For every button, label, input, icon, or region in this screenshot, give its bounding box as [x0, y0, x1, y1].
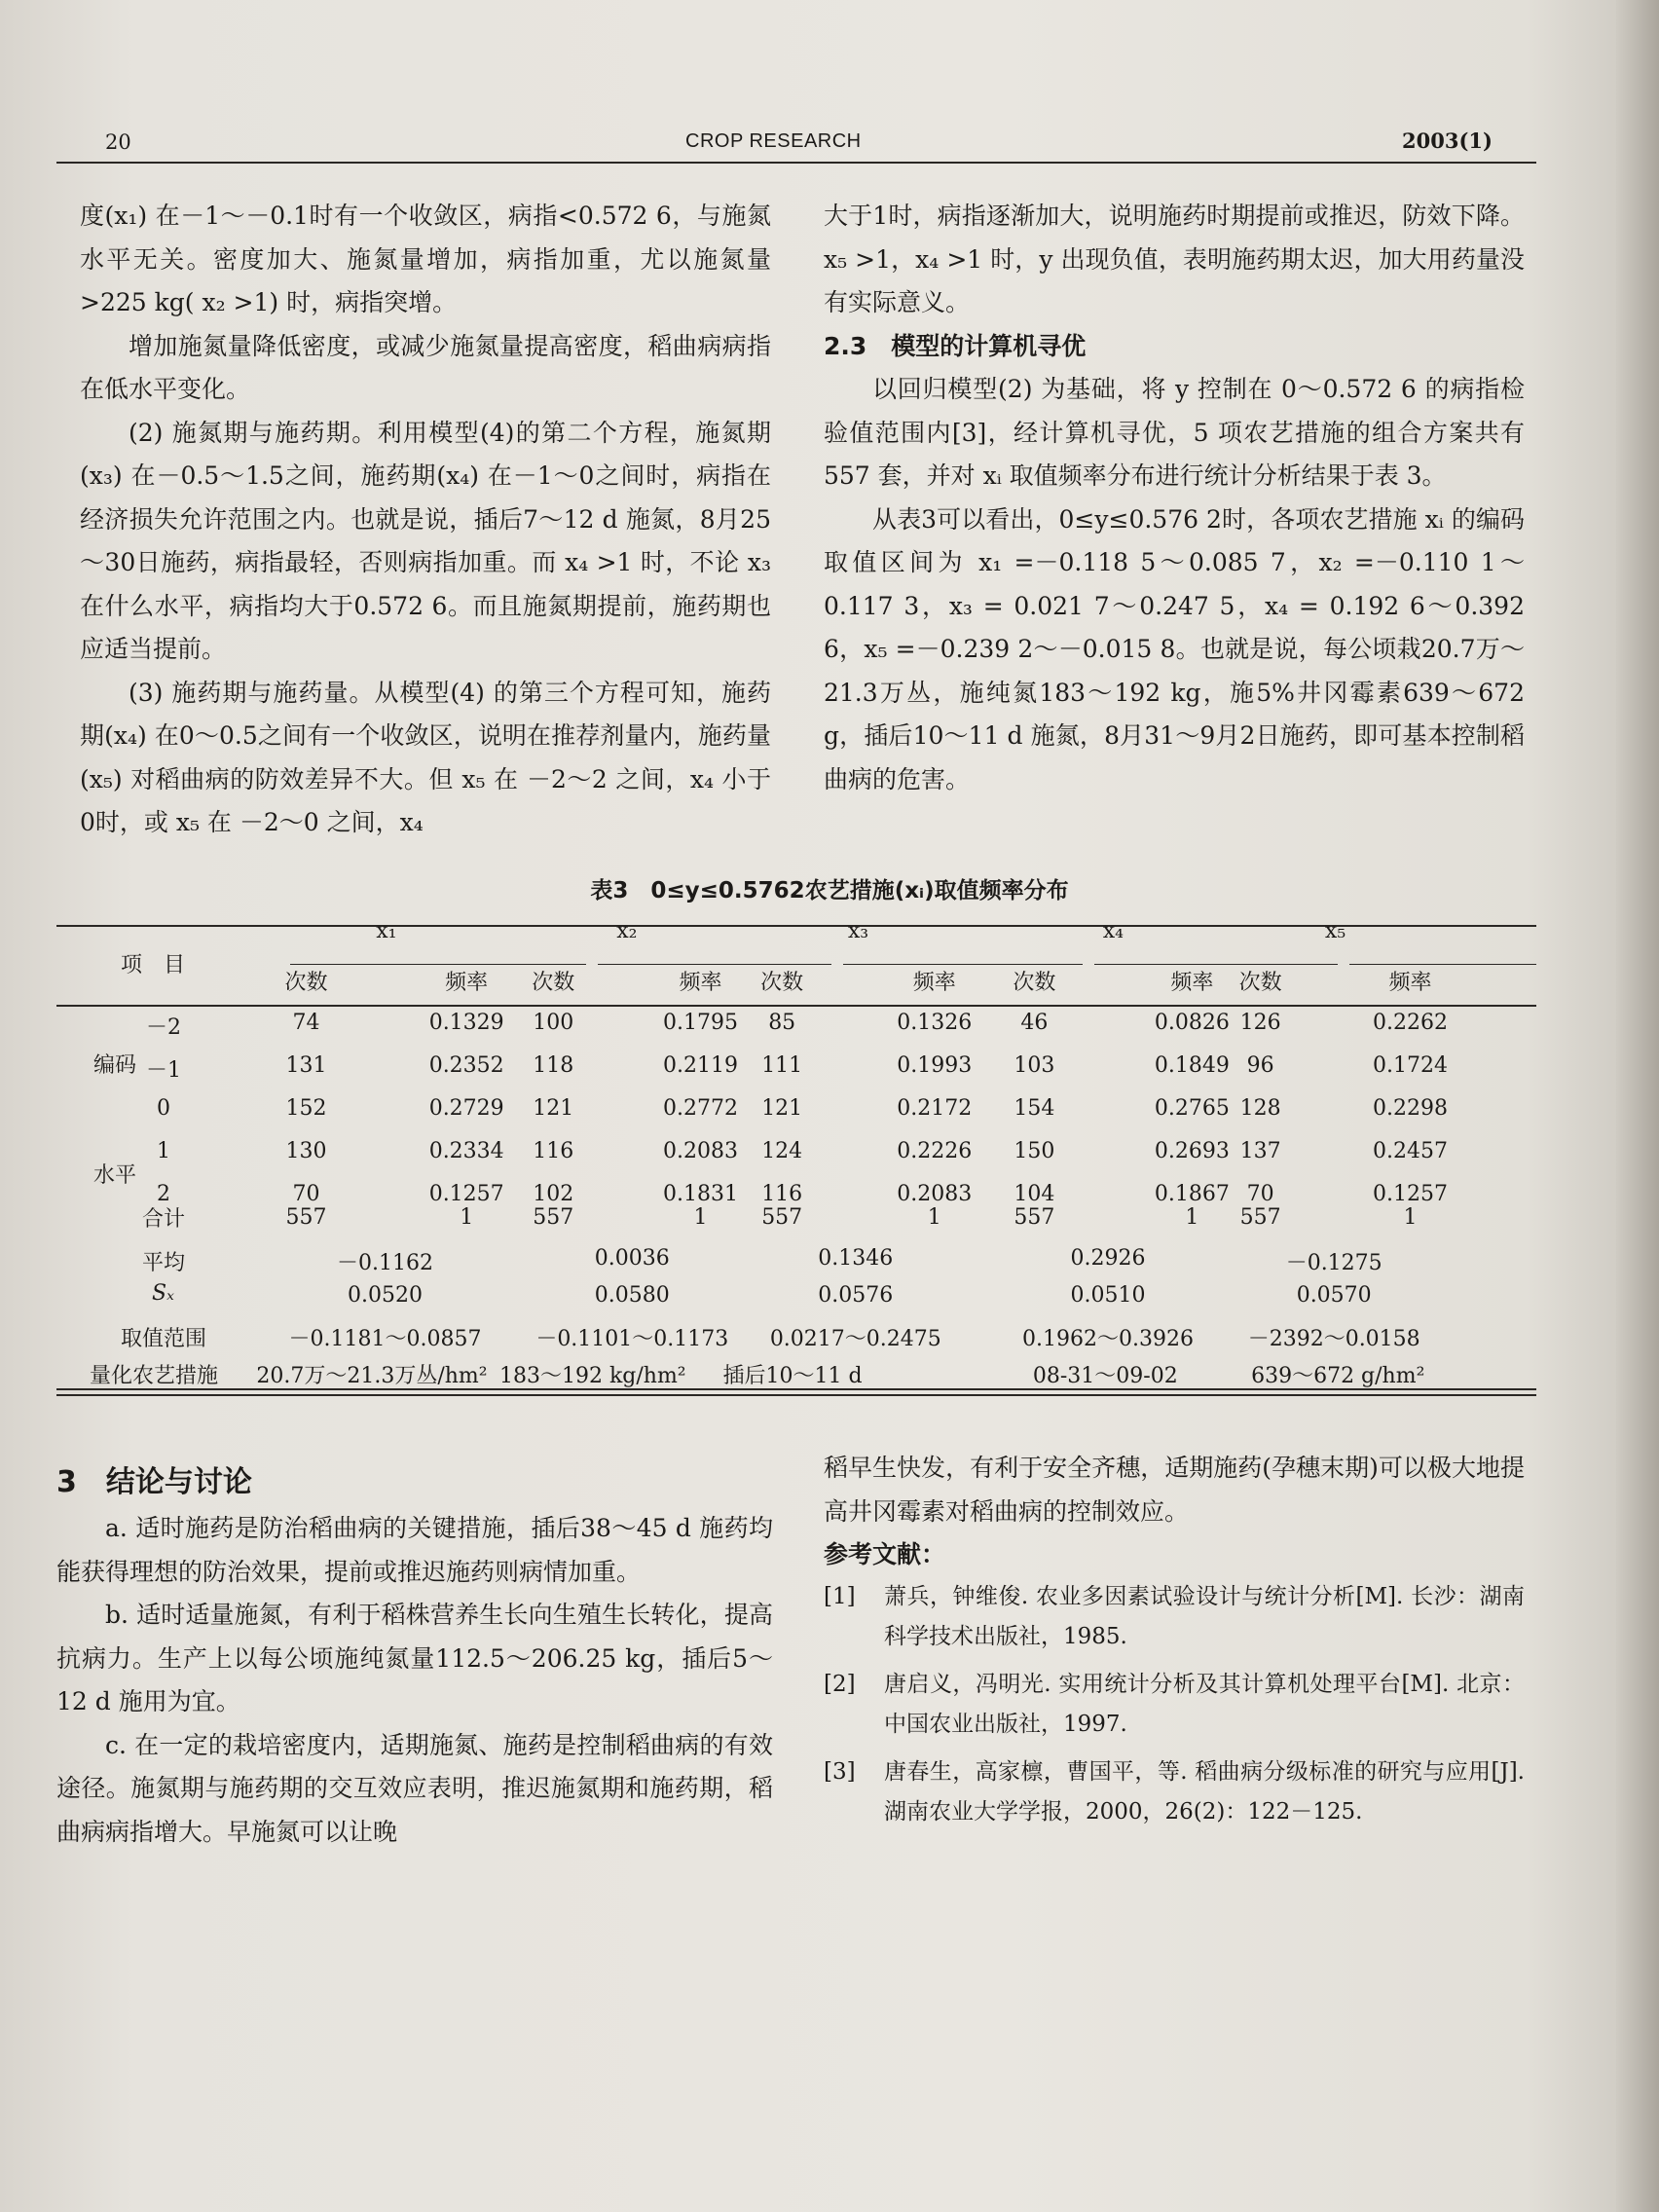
left-column-top: [80, 195, 771, 845]
table-title: 表3 0≤y≤0.5762农艺措施(xᵢ)取值频率分布: [590, 878, 1069, 903]
table-top-rule: [56, 925, 1536, 927]
total-cell: 1: [1403, 1205, 1418, 1230]
page-number: 20: [105, 130, 131, 154]
table-cell: 131: [285, 1053, 327, 1078]
group-label-level: 水平: [93, 1163, 137, 1188]
var-header: x₂: [616, 919, 638, 943]
table-cell: 0.1724: [1373, 1053, 1448, 1078]
paragraph: (2) 施氮期与施药期。利用模型(4)的第二个方程，施氮期 (x₃) 在－0.5～1.5之间，施药期(x₄) 在－1～0之间时，病指在经济损失允许范围之内。也就是说，插后7～12 d 施氮，8月25～30日施药，病指最轻，否则病指加重。而 x₄ >1 时，不论 x₃ 在什么水平，病指均大于0.572 6。而且施氮期提前，施药期也应适当提前。: [80, 418, 771, 663]
table-cell: 0.1257: [1373, 1182, 1448, 1206]
table-cell: 0.2334: [428, 1139, 504, 1163]
running-header: [0, 0, 1659, 166]
table-cell: 104: [1014, 1182, 1055, 1206]
table-sub-rule: [1094, 964, 1338, 965]
left-column-bottom: [56, 1458, 773, 1854]
table-cell: 0.1831: [663, 1182, 738, 1206]
table-sub-rule: [843, 964, 1083, 965]
reference-item: [824, 1665, 1525, 1745]
reference-text: 萧兵，钟维俊. 农业多因素试验设计与统计分析[M]. 长沙：湖南科学技术出版社，1985.: [884, 1583, 1525, 1649]
table-cell: 0.0826: [1154, 1011, 1230, 1035]
freq-header: 频率: [1170, 971, 1214, 995]
table-sub-rule: [290, 964, 586, 965]
measure-cell: 639～672 g/hm²: [1251, 1364, 1425, 1388]
paragraph: 大于1时，病指逐渐加大，说明施药时期提前或推迟，防效下降。x₅ >1，x₄ >1 时，y 出现负值，表明施药期太迟，加大用药量没有实际意义。: [824, 202, 1525, 316]
section-3-heading: 3 结论与讨论: [56, 1465, 252, 1499]
table-cell: 70: [1246, 1182, 1274, 1206]
reference-number: [1]: [824, 1583, 856, 1609]
table-cell: 0.2772: [663, 1096, 738, 1121]
table-cell: 96: [1246, 1053, 1274, 1078]
header-rule: [56, 162, 1536, 164]
table-cell: 74: [292, 1011, 320, 1035]
table-cell: 0.2693: [1154, 1139, 1230, 1163]
mean-cell: 0.0036: [594, 1246, 670, 1271]
count-header: 次数: [1238, 971, 1282, 995]
mean-cell: 0.1346: [818, 1246, 894, 1271]
mean-cell: －0.1275: [1285, 1251, 1382, 1275]
conclusion-a: a. 适时施药是防治稻曲病的关键措施，插后38～45 d 施药均能获得理想的防治效果，提前或推迟施药则病情加重。: [56, 1514, 773, 1586]
freq-header: 频率: [1388, 971, 1432, 995]
paragraph: (3) 施药期与施药量。从模型(4) 的第三个方程可知，施药期(x₄) 在0～0.5之间有一个收敛区，说明在推荐剂量内，施药量(x₅) 对稻曲病的防效差异不大。但 x₅ 在 －2～2 之间，x₄ 小于0时，或 x₅ 在 －2～0 之间，x₄: [80, 678, 771, 836]
paragraph: 以回归模型(2) 为基础，将 y 控制在 0～0.572 6 的病指检验值范围内[3]，经计算机寻优，5 项农艺措施的组合方案共有 557 套，并对 xᵢ 取值频率分布进行统计分析结果于表 3。: [824, 375, 1525, 490]
table-cell: 137: [1239, 1139, 1281, 1163]
table-cell: 128: [1239, 1096, 1281, 1121]
table-cell: 102: [533, 1182, 574, 1206]
table-cell: 0.1326: [897, 1011, 973, 1035]
table-cell: 0.2729: [428, 1096, 504, 1121]
level-label: －2: [146, 1015, 181, 1040]
count-header: 次数: [284, 971, 328, 995]
mean-label: 平均: [142, 1251, 186, 1275]
measure-cell: 08-31～09-02: [1032, 1364, 1178, 1388]
book-gutter: [1616, 0, 1659, 2212]
right-column-bottom: [824, 1447, 1525, 1840]
issue-number: 2003(1): [1402, 129, 1493, 153]
table-cell: 46: [1020, 1011, 1049, 1035]
journal-name: CROP RESEARCH: [685, 130, 862, 152]
reference-number: [3]: [824, 1758, 856, 1785]
table-cell: 154: [1014, 1096, 1055, 1121]
sx-cell: 0.0510: [1070, 1283, 1146, 1308]
level-label: 2: [157, 1182, 170, 1206]
var-header: x₅: [1324, 919, 1346, 943]
freq-header: 频率: [445, 971, 489, 995]
total-cell: 557: [1014, 1205, 1055, 1230]
right-column-top: [824, 195, 1525, 801]
paragraph: 增加施氮量降低密度，或减少施氮量提高密度，稻曲病病指在低水平变化。: [80, 331, 771, 403]
table-bottom-rule-2: [56, 1394, 1536, 1396]
total-cell: 557: [1239, 1205, 1281, 1230]
table-cell: 121: [533, 1096, 574, 1121]
measure-cell: 20.7万～21.3万丛/hm²: [256, 1364, 488, 1388]
mean-cell: 0.2926: [1070, 1246, 1146, 1271]
count-header: 次数: [760, 971, 804, 995]
references-heading: 参考文献：: [824, 1540, 946, 1568]
table-cell: 0.2457: [1373, 1139, 1448, 1163]
table-cell: 126: [1239, 1011, 1281, 1035]
table-cell: 70: [292, 1182, 320, 1206]
table-cell: 85: [768, 1011, 796, 1035]
count-header: 次数: [1013, 971, 1056, 995]
table-cell: 121: [761, 1096, 803, 1121]
table-cell: 0.2298: [1373, 1096, 1448, 1121]
total-cell: 1: [1185, 1205, 1199, 1230]
table-header-rule: [56, 1005, 1536, 1007]
freq-header: 频率: [912, 971, 956, 995]
table-cell: 124: [761, 1139, 803, 1163]
measure-cell: 插后10～11 d: [722, 1364, 863, 1388]
total-label: 合计: [142, 1207, 186, 1232]
level-label: 0: [157, 1096, 170, 1121]
table-sub-rule: [598, 964, 831, 965]
range-cell: 0.1962～0.3926: [1022, 1327, 1194, 1351]
count-header: 次数: [532, 971, 575, 995]
sx-cell: 0.0576: [818, 1283, 894, 1308]
table-cell: 111: [761, 1053, 803, 1078]
reference-text: 唐春生，高家檩，曹国平，等. 稻曲病分级标准的研究与应用[J]. 湖南农业大学学报，2000，26(2)：122－125.: [884, 1758, 1525, 1825]
conclusion-c: c. 在一定的栽培密度内，适期施氮、施药是控制稻曲病的有效途径。施氮期与施药期的交互效应表明，推迟施氮期和施药期，稻曲病病指增大。早施氮可以让晚: [56, 1730, 773, 1846]
table-cell: 0.1329: [428, 1011, 504, 1035]
paragraph: 从表3可以看出，0≤y≤0.576 2时，各项农艺措施 xᵢ 的编码取值区间为 x₁ =－0.118 5～0.085 7，x₂ =－0.110 1～0.117 3，x₃ = 0.021 7～0.247 5，x₄ = 0.192 6～0.392 6，x₅ =－0.239 2～－0.015 8。也就是说，每公顷栽20.7万～21.3万丛，施纯氮183～192 kg，施5%井冈霉素639～672 g，插后10～11 d 施氮，8月31～9月2日施药，即可基本控制稻曲病的危害。: [824, 504, 1525, 793]
sx-cell: 0.0520: [348, 1283, 423, 1308]
table-cell: 0.2226: [897, 1139, 973, 1163]
var-header: x₄: [1102, 919, 1124, 943]
table-sub-rule: [1349, 964, 1536, 965]
table-cell: 118: [533, 1053, 574, 1078]
sx-cell: 0.0570: [1296, 1283, 1372, 1308]
frequency-table: [56, 919, 1536, 1404]
range-cell: －2392～0.0158: [1247, 1327, 1420, 1351]
level-label: －1: [146, 1058, 181, 1083]
freq-header: 频率: [679, 971, 722, 995]
group-label-code: 编码: [93, 1053, 137, 1078]
range-cell: 0.0217～0.2475: [769, 1327, 941, 1351]
reference-item: [824, 1577, 1525, 1657]
total-cell: 1: [927, 1205, 941, 1230]
table-cell: 0.2083: [663, 1139, 738, 1163]
conclusion-continued: 稻早生快发，有利于安全齐穗，适期施药(孕穗末期)可以极大地提高井冈霉素对稻曲病的控制效应。: [824, 1454, 1525, 1526]
table-cell: 103: [1014, 1053, 1055, 1078]
var-header: x₃: [847, 919, 869, 943]
table-cell: 0.2119: [663, 1053, 738, 1078]
table-cell: 0.2765: [1154, 1096, 1230, 1121]
reference-item: [824, 1752, 1525, 1832]
table-cell: 0.1795: [663, 1011, 738, 1035]
measure-label: 量化农艺措施: [90, 1364, 219, 1388]
table-cell: 0.1257: [428, 1182, 504, 1206]
table-cell: 0.2352: [428, 1053, 504, 1078]
sx-label: Sₓ: [152, 1281, 174, 1306]
range-cell: －0.1181～0.0857: [288, 1327, 482, 1351]
item-header: 项 目: [121, 953, 186, 977]
table-cell: 0.1993: [897, 1053, 973, 1078]
total-cell: 557: [533, 1205, 574, 1230]
reference-number: [2]: [824, 1671, 856, 1697]
total-cell: 557: [285, 1205, 327, 1230]
measure-cell: 183～192 kg/hm²: [498, 1364, 686, 1388]
section-heading: 2.3 模型的计算机寻优: [824, 331, 1087, 360]
table-cell: 0.1867: [1154, 1182, 1230, 1206]
table-cell: 0.2172: [897, 1096, 973, 1121]
conclusion-b: b. 适时适量施氮，有利于稻株营养生长向生殖生长转化，提高抗病力。生产上以每公顷施纯氮量112.5～206.25 kg，插后5～12 d 施用为宜。: [56, 1601, 773, 1715]
table-cell: 0.2262: [1373, 1011, 1448, 1035]
reference-text: 唐启义，冯明光. 实用统计分析及其计算机处理平台[M]. 北京：中国农业出版社，1997.: [884, 1671, 1525, 1737]
table-cell: 150: [1014, 1139, 1055, 1163]
table-cell: 0.1849: [1154, 1053, 1230, 1078]
level-label: 1: [157, 1139, 170, 1163]
total-cell: 1: [460, 1205, 474, 1230]
table-cell: 116: [533, 1139, 574, 1163]
range-label: 取值范围: [121, 1327, 207, 1351]
table-cell: 100: [533, 1011, 574, 1035]
total-cell: 1: [693, 1205, 708, 1230]
var-header: x₁: [376, 919, 397, 943]
table-cell: 116: [761, 1182, 803, 1206]
table-cell: 0.2083: [897, 1182, 973, 1206]
paragraph: 度(x₁) 在－1～－0.1时有一个收敛区，病指<0.572 6，与施氮水平无关。密度加大、施氮量增加，病指加重，尤以施氮量>225 kg( x₂ >1) 时，病指突增。: [80, 202, 771, 316]
sx-cell: 0.0580: [594, 1283, 670, 1308]
range-cell: －0.1101～0.1173: [535, 1327, 729, 1351]
mean-cell: －0.1162: [337, 1251, 433, 1275]
table-cell: 130: [285, 1139, 327, 1163]
table-cell: 152: [285, 1096, 327, 1121]
total-cell: 557: [761, 1205, 803, 1230]
